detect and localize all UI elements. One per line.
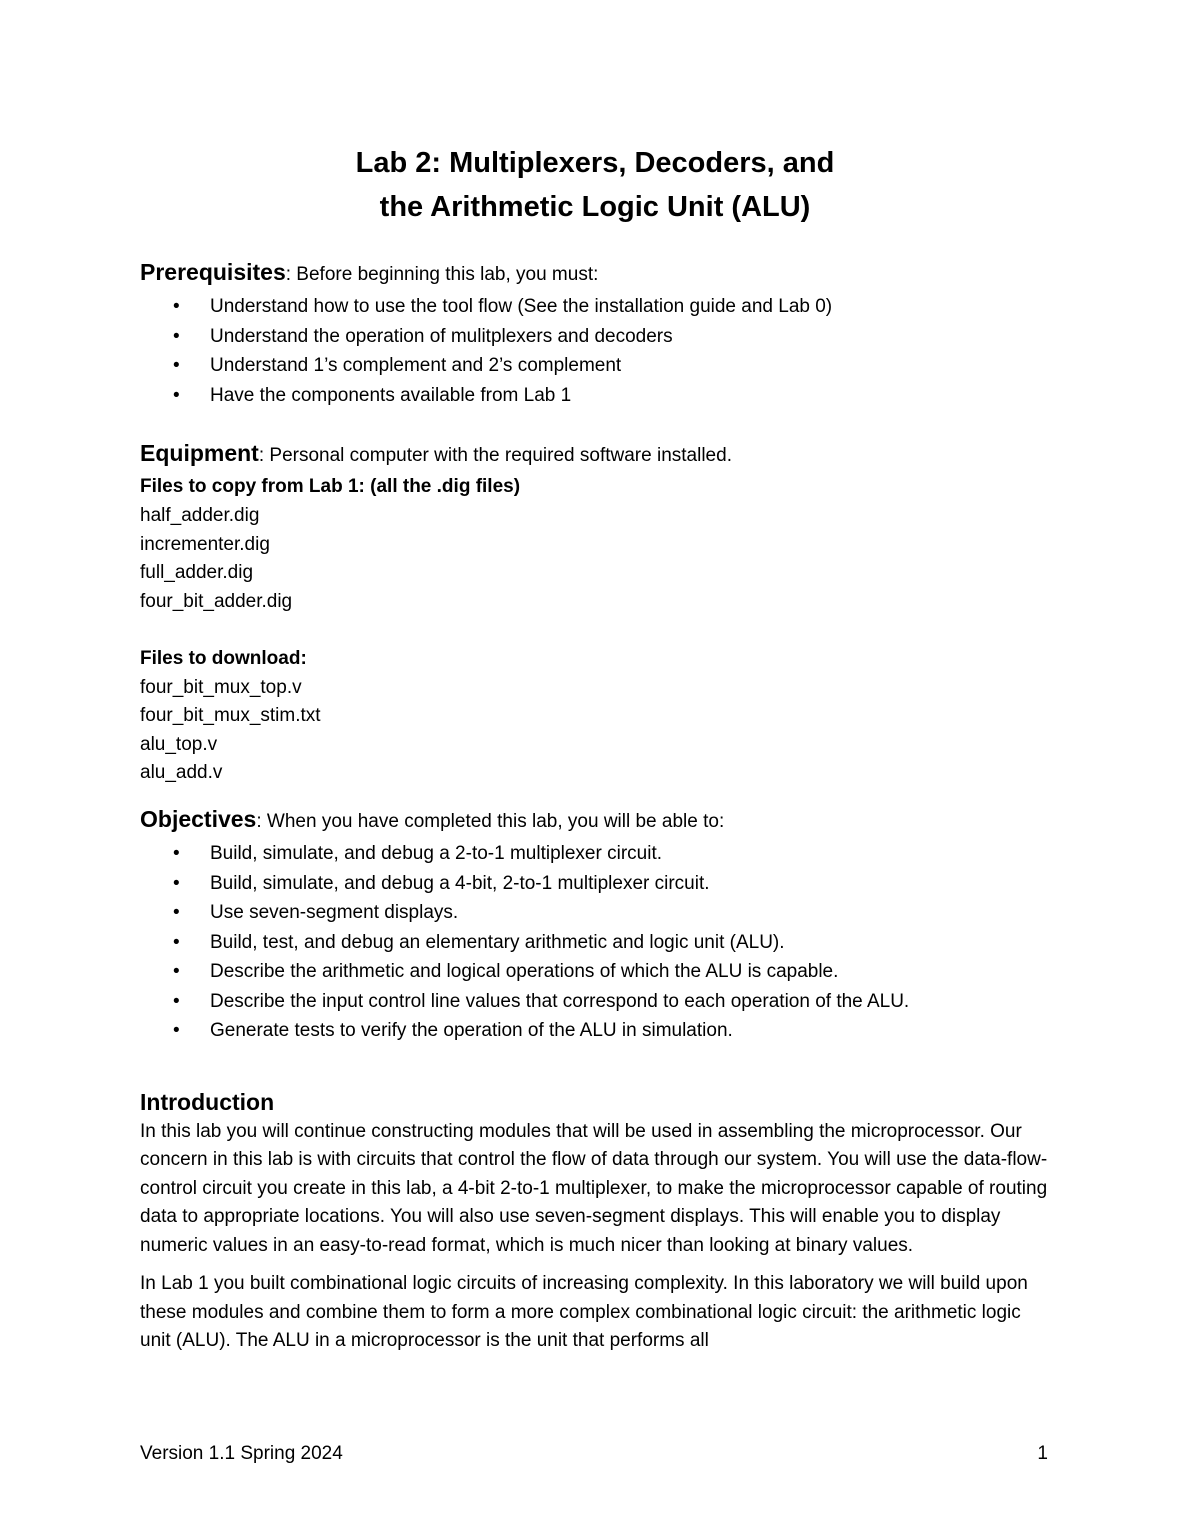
- introduction-paragraph-1: In this lab you will continue constructing modules that will be used in assembling the microprocessor. Our concern in this lab is with circuits that control the flow of data through our system. You will use the data-flow-control circuit you create in this lab, a 4-bit 2-to-1 multiplexer, to make the microprocessor capable of routing data to appropriate locations. You will also use seven-segment displays. This will enable you to display numeric values in an easy-to-read format, which is much nicer than looking at binary values.: [140, 1121, 1048, 1256]
- list-item: [140, 869, 1050, 899]
- page-number: 1: [1037, 1443, 1048, 1464]
- list-item: [140, 839, 1050, 869]
- objectives-intro: : When you have completed this lab, you will be able to:: [256, 810, 725, 832]
- objectives-list: [140, 839, 1050, 1046]
- file-name: full_adder.dig: [140, 562, 254, 584]
- page-title: [0, 141, 1190, 229]
- bullet-icon: •: [173, 872, 180, 894]
- bullet-icon: •: [173, 384, 180, 406]
- equipment-intro: : Personal computer with the required software installed.: [258, 445, 732, 467]
- file-name: alu_top.v: [140, 733, 218, 755]
- introduction-heading: Introduction: [140, 1089, 275, 1116]
- list-item: [140, 928, 1050, 958]
- bullet-icon: •: [173, 931, 180, 953]
- equipment-label: Equipment: [140, 440, 259, 467]
- objectives-heading: [140, 802, 1050, 839]
- bullet-icon: •: [173, 296, 180, 317]
- list-item: [140, 292, 1050, 322]
- list-item-text: Use seven-segment displays.: [210, 902, 459, 924]
- list-item-text: Describe the arithmetic and logical operations of which the ALU is capable.: [210, 961, 839, 983]
- equipment-heading: [140, 436, 1050, 473]
- list-item-text: Describe the input control line values that correspond to each operation of the ALU.: [210, 990, 910, 1012]
- file-name: alu_add.v: [140, 762, 223, 784]
- list-item-text: Understand the operation of mulitplexers and decoders: [210, 325, 673, 347]
- file-name: four_bit_adder.dig: [140, 590, 293, 612]
- list-item-text: Understand 1’s complement and 2’s complement: [210, 355, 622, 377]
- list-item: [140, 351, 1050, 381]
- title-line-1: Lab 2: Multiplexers, Decoders, and: [355, 147, 835, 179]
- list-item-text: Understand how to use the tool flow (See the installation guide and Lab 0): [210, 296, 833, 317]
- bullet-icon: •: [173, 902, 180, 924]
- bullet-icon: •: [173, 990, 180, 1012]
- list-item: [140, 1016, 1050, 1046]
- footer-version: Version 1.1 Spring 2024: [140, 1443, 343, 1464]
- list-item-text: Build, test, and debug an elementary arithmetic and logic unit (ALU).: [210, 931, 785, 953]
- list-item: [140, 898, 1050, 928]
- introduction-paragraph-2: In Lab 1 you built combinational logic circuits of increasing complexity. In this laboratory we will build upon these modules and combine them to form a more complex combinational logic circuit: the arithmetic logic unit (ALU). The ALU in a microprocessor is the unit that performs all: [140, 1273, 1028, 1351]
- bullet-icon: •: [173, 1020, 180, 1042]
- copy-files-heading: Files to copy from Lab 1: (all the .dig files): [140, 476, 521, 498]
- list-item-text: Have the components available from Lab 1: [210, 384, 572, 406]
- prerequisites-list: [140, 292, 1050, 410]
- list-item: [140, 381, 1050, 411]
- file-name: four_bit_mux_top.v: [140, 676, 302, 698]
- list-item: [140, 322, 1050, 352]
- prerequisites-intro: : Before beginning this lab, you must:: [285, 264, 599, 285]
- main-content: [140, 255, 1050, 1365]
- prerequisites-heading: [140, 255, 1050, 292]
- list-item: [140, 987, 1050, 1017]
- bullet-icon: •: [173, 325, 180, 347]
- list-item-text: Build, simulate, and debug a 4-bit, 2-to-1 multiplexer circuit.: [210, 872, 710, 894]
- objectives-label: Objectives: [140, 805, 257, 832]
- bullet-icon: •: [173, 842, 180, 864]
- list-item-text: Build, simulate, and debug a 2-to-1 multiplexer circuit.: [210, 842, 663, 864]
- bullet-icon: •: [173, 961, 180, 983]
- file-name: incrementer.dig: [140, 533, 270, 555]
- prerequisites-label: Prerequisites: [140, 259, 286, 285]
- title-line-2: the Arithmetic Logic Unit (ALU): [379, 191, 811, 223]
- file-name: half_adder.dig: [140, 504, 260, 526]
- download-files-heading: Files to download:: [140, 647, 307, 669]
- list-item: [140, 957, 1050, 987]
- list-item-text: Generate tests to verify the operation of the ALU in simulation.: [210, 1020, 733, 1042]
- file-name: four_bit_mux_stim.txt: [140, 705, 321, 727]
- bullet-icon: •: [173, 355, 180, 377]
